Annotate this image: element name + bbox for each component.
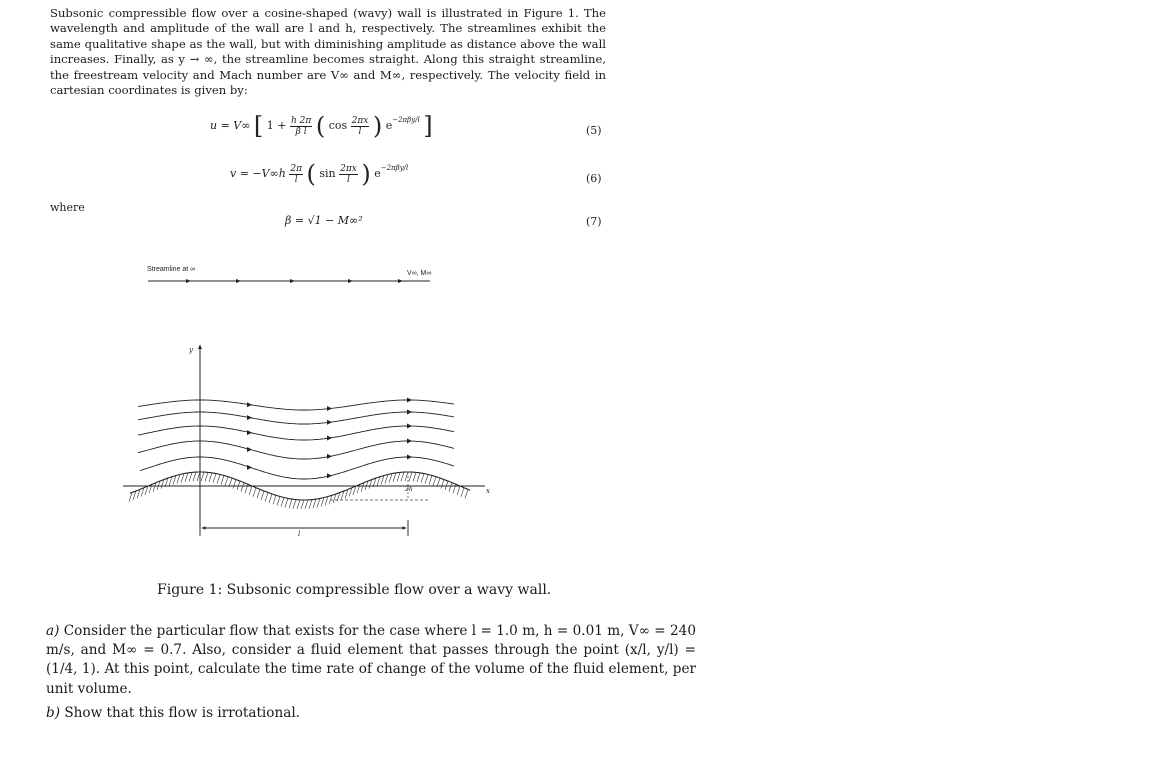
eq5-one-plus: 1 + [266,119,287,132]
eq5-arg-den: l [358,126,362,137]
eq6-arg-den: l [347,174,350,185]
eq5-arg-num: 2πx [351,115,369,126]
eq5-coef-den: β l [295,126,307,137]
eq6-arg-num: 2πx [340,163,357,174]
eq5-number: (5) [586,124,602,137]
equation-5: u = V∞ [ 1 + $\frac{h 2\pi}{\text{β l}}$ ( cos $\frac{2\pi x}{l}$ ) $e^{-2\pi\beta y/l}$ ] [210,112,433,140]
streamline-4 [138,412,454,424]
equation-6: v = −V∞h $\frac{2\pi}{l}$ ( sin $\frac{2\pi x}{l}$ ) $e^{-2\pi\beta y/l}$ [230,160,409,188]
streamline-3 [138,426,454,440]
question-a-text: Consider the particular flow that exists for the case where l = 1.0 m, h = 0.01 m, V∞ = 240 m/s, and M∞ = 0.7. Also, consider a fluid element that passes through the point (x/l, y/l) = (1/4, 1). At this point, calculate the time rate of change of the volume of the fluid element, per unit volume. [46,623,696,697]
eq6-lhs: v = −V∞h [230,167,286,180]
eq7-number: (7) [586,215,602,228]
wavelength-label: l [298,530,301,538]
streamline-arrow [407,410,412,415]
wavelength-dimension [200,520,408,536]
streamline-arrow [247,415,252,420]
intro-paragraph: Subsonic compressible flow over a cosine-shaped (wavy) wall is illustrated in Figure 1. The wavelength and amplitude of the wall are l and h, respectively. The streamlines exhibit the same qualitative shape as the wall, but with diminishing amplitude as distance above the wall increases. Finally, as y → ∞, the streamline becomes straight. Along this straight streamline, the freestream velocity and Mach number are V∞ and M∞, respectively. The velocity field in cartesian coordinates is given by: [50,6,606,98]
where-label: where [50,201,85,214]
wall-hatching [129,472,468,509]
streamline-5 [138,400,454,410]
streamline-arrow [247,430,252,435]
eq6-number: (6) [586,172,602,185]
eq5-fn: cos [328,119,348,132]
amplitude-label: 2h [405,486,413,493]
question-b [46,705,300,721]
streamline-label: Streamline at ∞ [147,266,196,273]
question-b-text: Show that this flow is irrotational. [64,705,300,721]
streamline-arrow [407,439,412,444]
freestream-label: V∞, M∞ [407,270,432,277]
eq6-exp: −2πβy/l [380,164,409,172]
eq5-lhs: u = V∞ [210,119,251,132]
eq6-coef-num: 2π [290,163,302,174]
equation-7: β = √1 − M∞² [285,214,363,227]
streamline-arrow [407,424,412,429]
streamline-arrow [327,454,332,459]
streamline-arrow [327,406,332,411]
streamline-arrow [407,455,412,460]
y-axis-label: y [189,346,193,354]
streamline-arrow [247,402,252,407]
streamline-arrow [407,398,412,403]
question-a [46,622,696,699]
eq6-coef-den: l [294,174,298,185]
question-b-label: b) [46,705,61,721]
x-axis-label: x [486,487,490,495]
eq5-coef-num: h 2π [291,115,312,126]
streamline-2 [138,441,454,459]
streamline-arrow [247,447,252,452]
streamline-at-infinity [148,279,430,283]
eq5-exp: −2πβy/l [392,116,420,124]
streamlines [138,398,454,479]
wavy-wall [129,472,470,509]
streamline-arrow [327,435,332,440]
streamline-arrow [327,473,332,478]
streamline-arrow [327,420,332,425]
streamline-arrow [247,465,252,470]
figure-caption: Figure 1: Subsonic compressible flow over a wavy wall. [157,582,552,598]
eq6-fn: sin [319,167,336,180]
question-a-label: a) [46,623,60,639]
